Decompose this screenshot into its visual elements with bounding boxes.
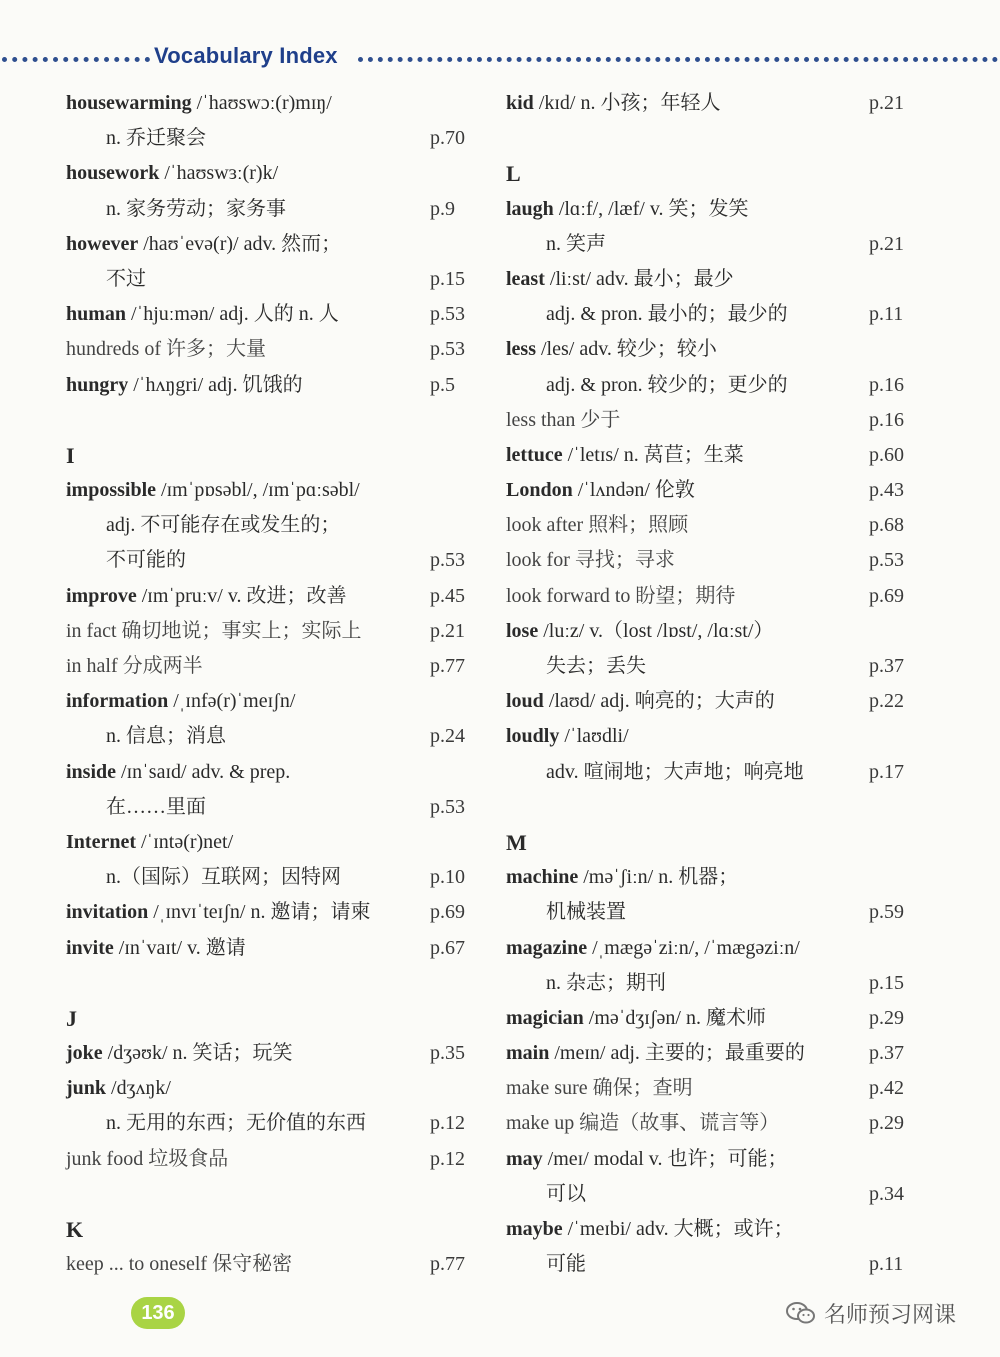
spacer <box>66 403 486 438</box>
page-reference: p.45 <box>430 584 465 607</box>
entry-body: /ɪmˈpruːv/ v. 改进；改善 <box>136 584 347 607</box>
section-letter <box>506 156 926 191</box>
headword: Internet <box>66 830 136 853</box>
entry-text: 机械装置 <box>546 901 626 924</box>
entry-body: /les/ adv. 较少；较小 <box>536 338 717 361</box>
page-reference: p.53 <box>869 549 904 572</box>
watermark-text: 名师预习网课 <box>824 1302 957 1328</box>
index-line <box>66 825 486 860</box>
index-line <box>506 1142 926 1177</box>
page-reference: p.10 <box>430 866 465 889</box>
index-line <box>66 579 486 614</box>
page-reference: p.5 <box>430 373 455 396</box>
header-dotted-rule-left <box>2 57 150 62</box>
entry-body: /ˌmægəˈziːn/, /ˈmægəziːn/ <box>587 936 800 959</box>
index-line <box>506 473 926 508</box>
entry-text <box>506 1042 805 1064</box>
entry-text <box>66 585 347 607</box>
index-line <box>506 1212 926 1247</box>
index-line <box>506 579 926 614</box>
headword: loudly <box>506 725 560 748</box>
page-reference: p.11 <box>869 303 904 326</box>
headword: London <box>506 479 573 502</box>
entry-text: adv. 喧闹地；大声地；响亮地 <box>546 760 804 783</box>
page-reference: p.43 <box>869 479 904 502</box>
page-reference: p.42 <box>869 1077 904 1100</box>
entry-text <box>66 831 233 853</box>
headword: inside <box>66 760 117 783</box>
entry-text: n. 乔迁聚会 <box>106 127 206 150</box>
entry-text: n. 信息；消息 <box>106 725 226 748</box>
index-line <box>506 1247 926 1282</box>
index-line <box>66 860 486 895</box>
entry-text <box>66 901 370 923</box>
section-letter <box>506 825 926 860</box>
page-reference: p.69 <box>869 584 904 607</box>
headword: hungry <box>66 373 129 396</box>
headword: main <box>506 1042 550 1065</box>
index-line <box>66 755 486 790</box>
index-line <box>66 543 486 578</box>
entry-text <box>506 268 734 290</box>
entry-text: in fact 确切地说；事实上；实际上 <box>66 619 362 642</box>
headword: magazine <box>506 936 588 959</box>
index-line <box>66 649 486 684</box>
entry-text <box>66 479 360 501</box>
index-line <box>66 227 486 262</box>
entry-text <box>66 92 332 114</box>
page-reference: p.24 <box>430 725 465 748</box>
page-reference: p.29 <box>869 1112 904 1135</box>
page-reference: p.9 <box>430 197 455 220</box>
page-header <box>0 38 1000 78</box>
page-reference: p.21 <box>430 619 465 642</box>
entry-body: /ɪmˈpɒsəbl/, /ɪmˈpɑːsəbl/ <box>156 479 360 502</box>
index-line <box>506 297 926 332</box>
page-reference: p.16 <box>869 408 904 431</box>
entry-body: /ˈlaʊdli/ <box>559 725 629 748</box>
headword: laugh <box>506 197 554 220</box>
index-line <box>66 332 486 367</box>
entry-text <box>66 374 303 396</box>
entry-body: /dʒəʊk/ n. 笑话；玩笑 <box>102 1042 293 1065</box>
index-line <box>506 755 926 790</box>
index-line <box>66 156 486 191</box>
index-line <box>66 192 486 227</box>
headword: may <box>506 1147 543 1170</box>
headword: joke <box>66 1042 103 1065</box>
index-line <box>506 860 926 895</box>
entry-text <box>66 1077 171 1099</box>
index-line <box>66 508 486 543</box>
entry-body: /ˈɪntə(r)net/ <box>135 830 234 853</box>
page-reference: p.53 <box>430 303 465 326</box>
index-line <box>66 368 486 403</box>
entry-body: /liːst/ adv. 最小；最少 <box>544 267 734 290</box>
entry-body: /dʒʌŋk/ <box>106 1077 171 1100</box>
page-reference: p.17 <box>869 760 904 783</box>
header-title: Vocabulary Index <box>154 43 338 68</box>
index-line <box>506 684 926 719</box>
entry-body: /ˈhaʊswɜː(r)k/ <box>159 162 279 185</box>
entry-body: /məˈʃiːn/ n. 机器； <box>578 866 739 889</box>
index-line <box>506 86 926 121</box>
page-reference: p.68 <box>869 514 904 537</box>
entry-text <box>66 1042 293 1064</box>
entry-text: look forward to 盼望；期待 <box>506 584 736 607</box>
entry-text: look after 照料；照顾 <box>506 514 689 537</box>
entry-text: n. 笑声 <box>546 232 606 255</box>
page-reference: p.67 <box>430 936 465 959</box>
index-line <box>66 1071 486 1106</box>
spacer <box>66 966 486 1001</box>
letter-heading: M <box>506 829 527 855</box>
wechat-icon <box>786 1301 816 1325</box>
entry-text <box>66 761 290 783</box>
entry-text: make up 编造（故事、谎言等） <box>506 1112 780 1135</box>
headword: housewarming <box>66 92 192 114</box>
entry-text: in half 分成两半 <box>66 655 203 677</box>
right-column <box>506 86 926 1282</box>
entry-text <box>506 479 695 501</box>
entry-body: /meɪ/ modal v. 也许；可能； <box>542 1147 788 1170</box>
headword: loud <box>506 690 544 713</box>
entry-text: 不过 <box>106 267 146 290</box>
page-reference: p.37 <box>869 655 904 677</box>
page-reference: p.77 <box>430 655 465 677</box>
entry-body: /meɪn/ adj. 主要的；最重要的 <box>549 1042 805 1065</box>
spacer <box>66 1177 486 1212</box>
page-reference: p.12 <box>430 1112 465 1135</box>
entry-text <box>506 198 749 220</box>
entry-text: hundreds of 许多；大量 <box>66 338 266 361</box>
page-reference: p.16 <box>869 373 904 396</box>
page-reference: p.15 <box>430 267 465 290</box>
headword: lose <box>506 619 539 642</box>
index-line <box>506 614 926 649</box>
entry-body: /ɪnˈvaɪt/ v. 邀请 <box>113 936 246 959</box>
headword: maybe <box>506 1218 563 1240</box>
entry-body: /luːz/ v.（lost /lɒst/, /lɑːst/） <box>538 619 774 642</box>
entry-body: /ˌɪnvɪˈteɪʃn/ n. 邀请；请柬 <box>148 901 371 924</box>
page-number-badge: 136 <box>131 1297 185 1329</box>
page-reference: p.59 <box>869 901 904 924</box>
spacer <box>506 790 926 825</box>
index-line <box>66 1036 486 1071</box>
entry-text: adj. & pron. 较少的；更少的 <box>546 373 788 396</box>
index-line <box>506 649 926 684</box>
entry-body: /lɑːf/, /læf/ v. 笑；发笑 <box>553 197 749 220</box>
entry-text: make sure 确保；查明 <box>506 1077 693 1100</box>
index-line <box>66 895 486 930</box>
entry-text <box>506 725 629 747</box>
entry-text: keep ... to oneself 保守秘密 <box>66 1253 293 1276</box>
letter-heading: L <box>506 161 521 187</box>
spacer <box>506 121 926 156</box>
headword: magician <box>506 1006 584 1029</box>
page-reference: p.29 <box>869 1006 904 1029</box>
entry-text <box>66 162 278 184</box>
entry-text <box>506 937 800 959</box>
headword: impossible <box>66 479 157 502</box>
page-reference: p.15 <box>869 971 904 994</box>
index-line <box>506 895 926 930</box>
headword: information <box>66 690 169 713</box>
entry-body: /ɪnˈsaɪd/ adv. & prep. <box>116 760 291 783</box>
index-line <box>506 403 926 438</box>
index-line <box>506 931 926 966</box>
entry-body: /kɪd/ n. 小孩；年轻人 <box>533 92 721 114</box>
entry-body: /laʊd/ adj. 响亮的；大声的 <box>543 690 775 713</box>
page-reference: p.60 <box>869 443 904 466</box>
headword: less <box>506 338 536 361</box>
index-line <box>66 614 486 649</box>
page-reference: p.77 <box>430 1253 465 1276</box>
page-reference: p.37 <box>869 1042 904 1065</box>
entry-text <box>506 1218 794 1240</box>
page-reference: p.35 <box>430 1042 465 1065</box>
index-line <box>506 438 926 473</box>
entry-text: n. 无用的东西；无价值的东西 <box>106 1112 366 1135</box>
headword: improve <box>66 584 137 607</box>
index-line <box>506 1036 926 1071</box>
entry-text: n. 家务劳动；家务事 <box>106 197 286 220</box>
page-reference: p.21 <box>869 232 904 255</box>
entry-text <box>506 92 720 114</box>
entry-text: 可能 <box>546 1253 586 1276</box>
entry-body: /ˈmeɪbi/ adv. 大概；或许； <box>562 1218 794 1240</box>
entry-text <box>506 1007 766 1029</box>
entry-text <box>506 866 738 888</box>
entry-text <box>506 620 773 642</box>
entry-text <box>66 937 246 959</box>
entry-text: n. 杂志；期刊 <box>546 971 666 994</box>
entry-text: n.（国际）互联网；因特网 <box>106 866 341 889</box>
index-line <box>66 121 486 156</box>
section-letter <box>66 1212 486 1247</box>
page-reference: p.22 <box>869 690 904 713</box>
page-reference: p.69 <box>430 901 465 924</box>
letter-heading: J <box>66 1005 77 1031</box>
index-line <box>66 1142 486 1177</box>
entry-body: /haʊˈevə(r)/ adv. 然而； <box>138 232 342 255</box>
entry-text: adj. 不可能存在或发生的； <box>106 514 341 537</box>
left-column <box>66 86 486 1282</box>
header-dotted-rule-right <box>358 57 998 62</box>
index-line <box>66 297 486 332</box>
letter-heading: I <box>66 442 75 468</box>
page-reference: p.12 <box>430 1147 465 1170</box>
headword: least <box>506 267 545 290</box>
index-line <box>506 227 926 262</box>
entry-body: /ˈletɪs/ n. 莴苣；生菜 <box>562 443 744 466</box>
index-line <box>66 262 486 297</box>
index-line <box>506 966 926 1001</box>
headword: however <box>66 232 139 255</box>
entry-text: look for 寻找；寻求 <box>506 549 675 572</box>
letter-heading: K <box>66 1217 84 1242</box>
index-line <box>66 931 486 966</box>
index-line <box>506 262 926 297</box>
headword: junk <box>66 1077 107 1100</box>
headword: lettuce <box>506 443 563 466</box>
entry-body: /ˌɪnfə(r)ˈmeɪʃn/ <box>168 690 296 713</box>
page-reference: p.11 <box>869 1253 904 1276</box>
headword: housework <box>66 162 160 185</box>
index-line <box>66 684 486 719</box>
page-reference: p.53 <box>430 549 465 572</box>
entry-text <box>66 233 341 255</box>
entry-text <box>506 444 744 466</box>
entry-text: 在……里面 <box>106 795 206 818</box>
index-line <box>66 1106 486 1141</box>
entry-text: adj. & pron. 最小的；最少的 <box>546 303 788 326</box>
entry-text <box>506 1148 787 1170</box>
entry-text <box>66 303 339 325</box>
entry-text: 失去；丢失 <box>546 655 646 677</box>
index-line <box>506 368 926 403</box>
index-line <box>506 332 926 367</box>
headword: human <box>66 303 127 326</box>
headword: invitation <box>66 901 149 924</box>
headword: kid <box>506 92 534 114</box>
index-line <box>506 543 926 578</box>
page-reference: p.34 <box>869 1182 904 1205</box>
page-reference: p.21 <box>869 92 904 114</box>
watermark <box>786 1298 956 1328</box>
entry-text <box>66 690 295 712</box>
section-letter <box>66 1001 486 1036</box>
index-line <box>506 508 926 543</box>
index-line <box>66 86 486 121</box>
entry-body: /ˈhjuːmən/ adj. 人的 n. 人 <box>126 303 339 326</box>
entry-text: junk food 垃圾食品 <box>66 1147 229 1170</box>
headword: invite <box>66 936 114 959</box>
index-line <box>506 1106 926 1141</box>
index-line <box>506 1071 926 1106</box>
index-line <box>66 790 486 825</box>
index-line <box>506 719 926 754</box>
index-line <box>506 1177 926 1212</box>
index-line <box>66 1247 486 1282</box>
entry-text: 可以 <box>546 1182 586 1205</box>
page-reference: p.53 <box>430 795 465 818</box>
section-letter <box>66 438 486 473</box>
entry-text <box>506 690 775 712</box>
index-line <box>66 719 486 754</box>
index-line <box>66 473 486 508</box>
index-line <box>506 192 926 227</box>
entry-text: less than 少于 <box>506 408 621 431</box>
index-line <box>506 1001 926 1036</box>
entry-body: /ˈhʌŋgri/ adj. 饥饿的 <box>128 373 303 396</box>
headword: machine <box>506 866 579 889</box>
page-reference: p.53 <box>430 338 465 361</box>
entry-text <box>506 338 717 360</box>
page-reference: p.70 <box>430 127 465 150</box>
entry-body: /ˈhaʊswɔː(r)mɪŋ/ <box>191 92 332 114</box>
entry-body: /məˈdʒɪʃən/ n. 魔术师 <box>583 1006 766 1029</box>
entry-text: 不可能的 <box>106 549 186 572</box>
entry-body: /ˈlʌndən/ 伦敦 <box>572 479 695 502</box>
